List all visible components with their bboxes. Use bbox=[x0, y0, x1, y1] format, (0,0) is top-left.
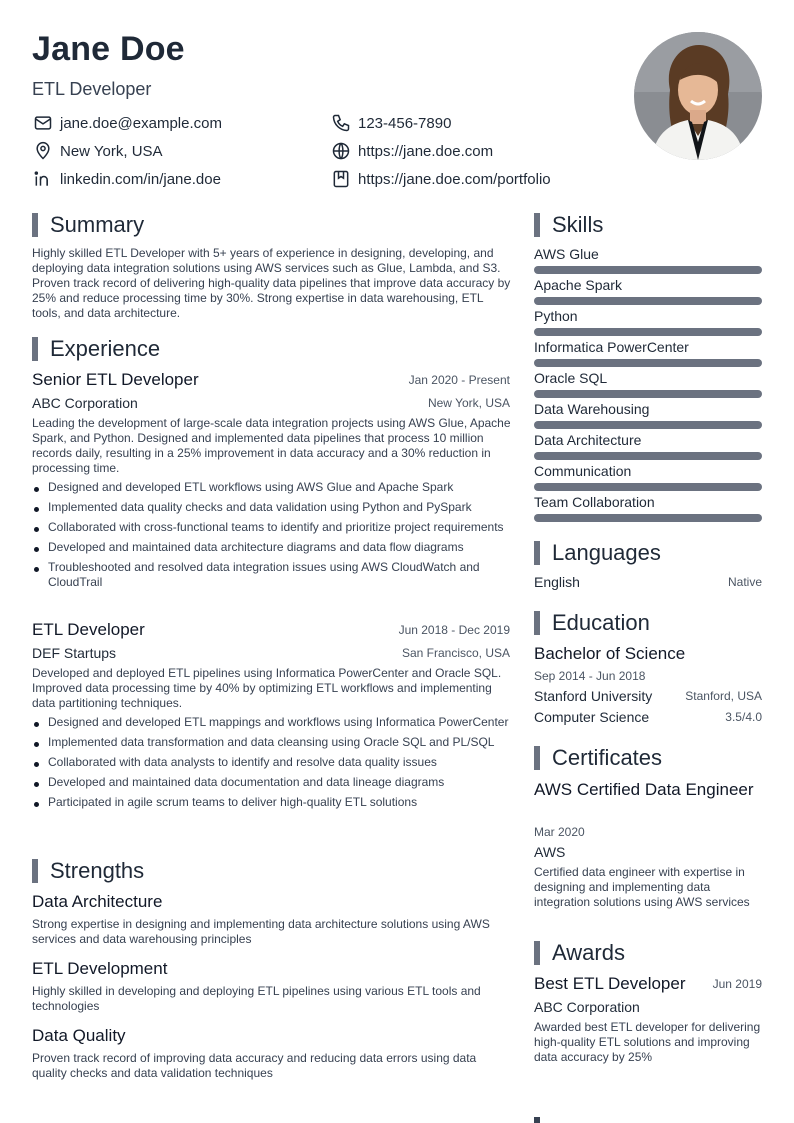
contact-portfolio[interactable] bbox=[330, 168, 551, 190]
skill-level-bar bbox=[534, 421, 762, 429]
job-dates: Jun 2018 - Dec 2019 bbox=[398, 623, 510, 637]
heading-accent-bar bbox=[32, 859, 38, 883]
map-pin-icon bbox=[32, 140, 54, 162]
education-field: Computer Science bbox=[534, 709, 650, 725]
profile-photo bbox=[634, 32, 762, 160]
heading-accent-bar bbox=[534, 213, 540, 237]
summary-text: Highly skilled ETL Developer with 5+ years of experience in designing, developing, and deploying data integration solutions using AWS services such as Glue, Lambda, and S3. Proven track record of delivering high-quality data pipelines that improve data accuracy by 25% and reduce processing time by 30%. Strong expertise in data warehousing, ETL tools, and data architecture. bbox=[32, 246, 511, 320]
skill-name: Oracle SQL bbox=[534, 370, 608, 386]
job-location: San Francisco, USA bbox=[401, 646, 510, 660]
summary-heading-text: Summary bbox=[50, 212, 145, 237]
candidate-role: ETL Developer bbox=[32, 79, 152, 99]
job-description: Leading the development of large-scale data integration projects using AWS Glue, Apache Spark, and Python. Designed and implemented data pipelines that process 10 million records daily, resulting in a 25% improvement in data accuracy and a 30% reduction in processing time. bbox=[32, 416, 511, 475]
list-item: Collaborated with data analysts to identify and resolve data quality issues bbox=[32, 755, 510, 770]
list-item: Troubleshooted and resolved data integration issues using AWS CloudWatch and CloudTrail bbox=[32, 560, 510, 590]
certificate-title: AWS Certified Data Engineer bbox=[534, 780, 754, 799]
skill-name: Communication bbox=[534, 463, 632, 479]
language-name: English bbox=[534, 574, 580, 590]
heading-accent-bar bbox=[534, 746, 540, 770]
language-level: Native bbox=[727, 575, 762, 589]
skill-level-bar bbox=[534, 266, 762, 274]
education-heading-text: Education bbox=[552, 610, 650, 635]
summary-heading bbox=[32, 212, 144, 238]
strength-text: Proven track record of improving data accuracy and reducing data errors using data quality checks and data validation techniques bbox=[32, 1051, 477, 1080]
strength-title: Data Quality bbox=[32, 1026, 126, 1045]
list-item: Developed and maintained data documentation and data lineage diagrams bbox=[32, 775, 510, 790]
languages-heading bbox=[534, 540, 661, 566]
skill-level-bar bbox=[534, 390, 762, 398]
heading-accent-bar bbox=[534, 941, 540, 965]
skill-level-bar bbox=[534, 483, 762, 491]
skill-name: Apache Spark bbox=[534, 277, 622, 293]
skill-name: Informatica PowerCenter bbox=[534, 339, 689, 355]
job-title: ETL Developer bbox=[32, 620, 145, 639]
skill-name: AWS Glue bbox=[534, 246, 599, 262]
contact-portfolio-text: https://jane.doe.com/portfolio bbox=[358, 170, 551, 188]
contact-website-text: https://jane.doe.com bbox=[358, 142, 494, 160]
education-school: Stanford University bbox=[534, 688, 653, 704]
list-item: Designed and developed ETL mappings and workflows using Informatica PowerCenter bbox=[32, 715, 510, 730]
languages-heading-text: Languages bbox=[552, 540, 661, 565]
skill-name: Python bbox=[534, 308, 578, 324]
contact-linkedin[interactable] bbox=[32, 168, 221, 190]
globe-icon bbox=[330, 140, 352, 162]
list-item: Implemented data transformation and data cleansing using Oracle SQL and PL/SQL bbox=[32, 735, 510, 750]
job-location: New York, USA bbox=[427, 396, 510, 410]
education-location: Stanford, USA bbox=[685, 689, 762, 703]
contact-email[interactable] bbox=[32, 112, 222, 134]
envelope-icon bbox=[32, 112, 54, 134]
strengths-heading bbox=[32, 858, 144, 884]
skill-level-bar bbox=[534, 359, 762, 367]
certificate-description: Certified data engineer with expertise in designing and implementing data integration solutions using AWS services bbox=[534, 865, 750, 909]
job-description: Developed and deployed ETL pipelines using Informatica PowerCenter and Oracle SQL. Improved data processing time by 40% by optimizing ETL workflows and implementing data partitioning techniques. bbox=[32, 666, 502, 710]
linkedin-icon bbox=[32, 168, 54, 190]
job-title: Senior ETL Developer bbox=[32, 370, 199, 389]
skill-level-bar bbox=[534, 297, 762, 305]
contact-phone-text: 123-456-7890 bbox=[358, 114, 452, 132]
skills-heading bbox=[534, 212, 603, 238]
contact-location bbox=[32, 140, 163, 162]
award-description: Awarded best ETL developer for delivering high-quality ETL solutions and improving data accuracy by 25% bbox=[534, 1020, 761, 1064]
strength-text: Strong expertise in designing and implementing data architecture solutions using AWS services and data warehousing principles bbox=[32, 917, 490, 946]
skill-level-bar bbox=[534, 514, 762, 522]
experience-heading-text: Experience bbox=[50, 336, 161, 361]
contact-linkedin-text: linkedin.com/in/jane.doe bbox=[60, 170, 221, 188]
list-item: Designed and developed ETL workflows using AWS Glue and Apache Spark bbox=[32, 480, 510, 495]
strength-text: Highly skilled in developing and deploying ETL pipelines using various ETL tools and technologies bbox=[32, 984, 481, 1013]
strength-title: ETL Development bbox=[32, 959, 168, 978]
certificate-issuer: AWS bbox=[534, 844, 566, 860]
awards-heading-text: Awards bbox=[552, 940, 625, 965]
strengths-heading-text: Strengths bbox=[50, 858, 145, 883]
certificates-heading bbox=[534, 745, 662, 771]
job-company: DEF Startups bbox=[32, 645, 117, 661]
skill-name: Data Architecture bbox=[534, 432, 642, 448]
contact-phone[interactable] bbox=[330, 112, 451, 134]
skill-level-bar bbox=[534, 328, 762, 336]
page-marker bbox=[534, 1117, 540, 1123]
education-dates: Sep 2014 - Jun 2018 bbox=[534, 669, 646, 683]
candidate-name: Jane Doe bbox=[32, 30, 185, 68]
heading-accent-bar bbox=[32, 213, 38, 237]
experience-heading bbox=[32, 336, 160, 362]
contact-email-text: jane.doe@example.com bbox=[60, 114, 222, 132]
skill-name: Team Collaboration bbox=[534, 494, 655, 510]
education-gpa: 3.5/4.0 bbox=[725, 710, 762, 724]
skills-heading-text: Skills bbox=[552, 212, 604, 237]
heading-accent-bar bbox=[32, 337, 38, 361]
list-item: Collaborated with cross-functional teams to identify and prioritize project requirements bbox=[32, 520, 510, 535]
strength-title: Data Architecture bbox=[32, 892, 163, 911]
bookmark-icon bbox=[330, 168, 352, 190]
heading-accent-bar bbox=[534, 611, 540, 635]
skill-level-bar bbox=[534, 452, 762, 460]
certificates-heading-text: Certificates bbox=[552, 745, 663, 770]
job-company: ABC Corporation bbox=[32, 395, 138, 411]
job-bullets bbox=[32, 715, 510, 815]
certificate-date: Mar 2020 bbox=[534, 825, 585, 839]
education-degree: Bachelor of Science bbox=[534, 644, 686, 663]
awards-heading bbox=[534, 940, 625, 966]
list-item: Developed and maintained data architecture diagrams and data flow diagrams bbox=[32, 540, 510, 555]
award-title: Best ETL Developer bbox=[534, 974, 686, 993]
contact-website[interactable] bbox=[330, 140, 493, 162]
skill-name: Data Warehousing bbox=[534, 401, 650, 417]
contact-location-text: New York, USA bbox=[60, 142, 163, 160]
award-date: Jun 2019 bbox=[712, 977, 762, 991]
education-heading bbox=[534, 610, 650, 636]
phone-icon bbox=[330, 112, 352, 134]
list-item: Participated in agile scrum teams to deliver high-quality ETL solutions bbox=[32, 795, 510, 810]
award-organization: ABC Corporation bbox=[534, 999, 640, 1015]
job-dates: Jan 2020 - Present bbox=[408, 373, 510, 387]
job-bullets bbox=[32, 480, 510, 595]
heading-accent-bar bbox=[534, 541, 540, 565]
list-item: Implemented data quality checks and data validation using Python and PySpark bbox=[32, 500, 510, 515]
